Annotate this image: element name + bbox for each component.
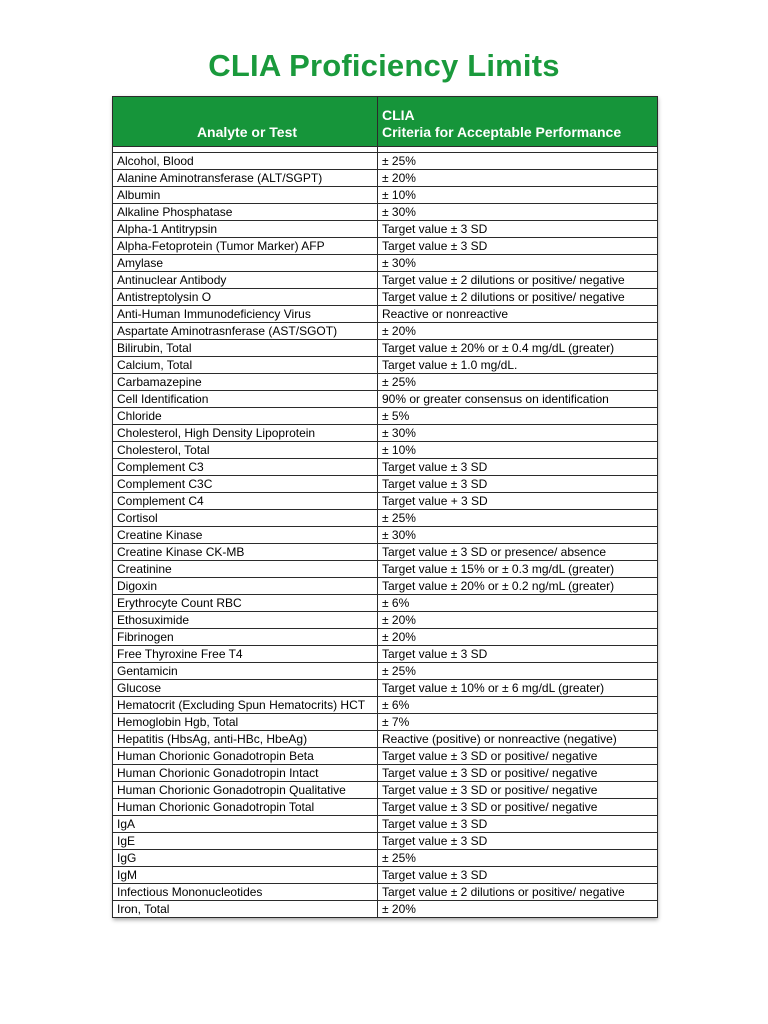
analyte-cell: Alpha-1 Antitrypsin bbox=[113, 221, 378, 238]
analyte-cell: Calcium, Total bbox=[113, 357, 378, 374]
criteria-cell: ± 25% bbox=[378, 153, 658, 170]
table-row bbox=[113, 612, 658, 629]
table-row bbox=[113, 714, 658, 731]
criteria-cell: ± 5% bbox=[378, 408, 658, 425]
criteria-cell: Target value + 3 SD bbox=[378, 493, 658, 510]
table-row bbox=[113, 187, 658, 204]
analyte-cell: IgM bbox=[113, 867, 378, 884]
analyte-cell: Chloride bbox=[113, 408, 378, 425]
table-row bbox=[113, 306, 658, 323]
table-row bbox=[113, 221, 658, 238]
table-row bbox=[113, 697, 658, 714]
table-row bbox=[113, 357, 658, 374]
table-row bbox=[113, 629, 658, 646]
table-row bbox=[113, 374, 658, 391]
analyte-cell: Carbamazepine bbox=[113, 374, 378, 391]
analyte-cell: IgA bbox=[113, 816, 378, 833]
column-header-criteria bbox=[378, 97, 658, 147]
criteria-cell: 90% or greater consensus on identification bbox=[378, 391, 658, 408]
analyte-cell: Alpha-Fetoprotein (Tumor Marker) AFP bbox=[113, 238, 378, 255]
criteria-cell: Target value ± 20% or ± 0.2 ng/mL (greater) bbox=[378, 578, 658, 595]
analyte-cell: Bilirubin, Total bbox=[113, 340, 378, 357]
criteria-cell: Target value ± 1.0 mg/dL. bbox=[378, 357, 658, 374]
table-row bbox=[113, 238, 658, 255]
table-row bbox=[113, 901, 658, 918]
table-row bbox=[113, 170, 658, 187]
table-row bbox=[113, 561, 658, 578]
criteria-cell: Reactive (positive) or nonreactive (negative) bbox=[378, 731, 658, 748]
table-row bbox=[113, 204, 658, 221]
criteria-cell: ± 6% bbox=[378, 595, 658, 612]
table-row bbox=[113, 272, 658, 289]
criteria-cell: ± 7% bbox=[378, 714, 658, 731]
criteria-cell: Target value ± 3 SD bbox=[378, 816, 658, 833]
table-row bbox=[113, 442, 658, 459]
analyte-cell: IgE bbox=[113, 833, 378, 850]
criteria-cell: Target value ± 15% or ± 0.3 mg/dL (greater) bbox=[378, 561, 658, 578]
criteria-cell: Target value ± 3 SD bbox=[378, 238, 658, 255]
criteria-cell: ± 20% bbox=[378, 629, 658, 646]
column-header-criteria-line1: CLIA bbox=[382, 107, 415, 123]
table-row bbox=[113, 289, 658, 306]
table-row bbox=[113, 646, 658, 663]
analyte-cell: Human Chorionic Gonadotropin Intact bbox=[113, 765, 378, 782]
analyte-cell: Glucose bbox=[113, 680, 378, 697]
analyte-cell: Complement C4 bbox=[113, 493, 378, 510]
analyte-cell: Human Chorionic Gonadotropin Beta bbox=[113, 748, 378, 765]
criteria-cell: Target value ± 3 SD or presence/ absence bbox=[378, 544, 658, 561]
table-row bbox=[113, 476, 658, 493]
table-row bbox=[113, 782, 658, 799]
table-row bbox=[113, 799, 658, 816]
table-row bbox=[113, 884, 658, 901]
table-row bbox=[113, 765, 658, 782]
analyte-cell: Aspartate Aminotrasnferase (AST/SGOT) bbox=[113, 323, 378, 340]
analyte-cell: Infectious Mononucleotides bbox=[113, 884, 378, 901]
analyte-cell: Creatine Kinase bbox=[113, 527, 378, 544]
proficiency-table-container bbox=[112, 96, 657, 918]
analyte-cell: Amylase bbox=[113, 255, 378, 272]
analyte-cell: Ethosuximide bbox=[113, 612, 378, 629]
analyte-cell: Free Thyroxine Free T4 bbox=[113, 646, 378, 663]
page-title: CLIA Proficiency Limits bbox=[208, 48, 560, 83]
table-row bbox=[113, 527, 658, 544]
analyte-cell: Human Chorionic Gonadotropin Total bbox=[113, 799, 378, 816]
analyte-cell: Anti-Human Immunodeficiency Virus bbox=[113, 306, 378, 323]
criteria-cell: Target value ± 2 dilutions or positive/ negative bbox=[378, 289, 658, 306]
criteria-cell: Target value ± 3 SD bbox=[378, 646, 658, 663]
table-row bbox=[113, 255, 658, 272]
analyte-cell: Antinuclear Antibody bbox=[113, 272, 378, 289]
criteria-cell: ± 10% bbox=[378, 187, 658, 204]
criteria-cell: Target value ± 3 SD or positive/ negative bbox=[378, 748, 658, 765]
table-row bbox=[113, 680, 658, 697]
analyte-cell: Hepatitis (HbsAg, anti-HBc, HbeAg) bbox=[113, 731, 378, 748]
analyte-cell: Hematocrit (Excluding Spun Hematocrits) HCT bbox=[113, 697, 378, 714]
criteria-cell: Target value ± 2 dilutions or positive/ negative bbox=[378, 272, 658, 289]
criteria-cell: ± 20% bbox=[378, 170, 658, 187]
criteria-cell: ± 30% bbox=[378, 255, 658, 272]
table-row bbox=[113, 408, 658, 425]
criteria-cell: ± 20% bbox=[378, 901, 658, 918]
table-row bbox=[113, 595, 658, 612]
criteria-cell: Target value ± 3 SD or positive/ negative bbox=[378, 799, 658, 816]
analyte-cell: Creatine Kinase CK-MB bbox=[113, 544, 378, 561]
criteria-cell: Target value ± 3 SD bbox=[378, 476, 658, 493]
analyte-cell: Cell Identification bbox=[113, 391, 378, 408]
criteria-cell: ± 10% bbox=[378, 442, 658, 459]
criteria-cell: ± 30% bbox=[378, 425, 658, 442]
criteria-cell: ± 25% bbox=[378, 663, 658, 680]
analyte-cell: Erythrocyte Count RBC bbox=[113, 595, 378, 612]
column-header-analyte: Analyte or Test bbox=[113, 97, 378, 147]
criteria-cell: ± 20% bbox=[378, 612, 658, 629]
table-row bbox=[113, 544, 658, 561]
criteria-cell: Target value ± 3 SD bbox=[378, 867, 658, 884]
analyte-cell: Albumin bbox=[113, 187, 378, 204]
table-row bbox=[113, 748, 658, 765]
criteria-cell: Target value ± 3 SD or positive/ negative bbox=[378, 782, 658, 799]
analyte-cell: Digoxin bbox=[113, 578, 378, 595]
criteria-cell: Target value ± 3 SD bbox=[378, 833, 658, 850]
analyte-cell: Iron, Total bbox=[113, 901, 378, 918]
analyte-cell: Alkaline Phosphatase bbox=[113, 204, 378, 221]
table-body bbox=[113, 147, 658, 918]
criteria-cell: Reactive or nonreactive bbox=[378, 306, 658, 323]
table-header-row bbox=[113, 97, 658, 147]
criteria-cell: ± 25% bbox=[378, 850, 658, 867]
table-row bbox=[113, 340, 658, 357]
analyte-cell: Fibrinogen bbox=[113, 629, 378, 646]
criteria-cell: Target value ± 2 dilutions or positive/ negative bbox=[378, 884, 658, 901]
table-row bbox=[113, 391, 658, 408]
criteria-cell: ± 30% bbox=[378, 527, 658, 544]
table-row bbox=[113, 850, 658, 867]
table-row bbox=[113, 153, 658, 170]
table-row bbox=[113, 323, 658, 340]
criteria-cell: Target value ± 10% or ± 6 mg/dL (greater) bbox=[378, 680, 658, 697]
analyte-cell: Alanine Aminotransferase (ALT/SGPT) bbox=[113, 170, 378, 187]
table-row bbox=[113, 816, 658, 833]
table-row bbox=[113, 493, 658, 510]
criteria-cell: Target value ± 20% or ± 0.4 mg/dL (greater) bbox=[378, 340, 658, 357]
criteria-cell: ± 30% bbox=[378, 204, 658, 221]
table-row bbox=[113, 731, 658, 748]
table-row bbox=[113, 663, 658, 680]
analyte-cell: Complement C3 bbox=[113, 459, 378, 476]
analyte-cell: Antistreptolysin O bbox=[113, 289, 378, 306]
analyte-cell: Hemoglobin Hgb, Total bbox=[113, 714, 378, 731]
table-row bbox=[113, 578, 658, 595]
criteria-cell: Target value ± 3 SD bbox=[378, 459, 658, 476]
analyte-cell: Cholesterol, Total bbox=[113, 442, 378, 459]
table-row bbox=[113, 510, 658, 527]
table-row bbox=[113, 833, 658, 850]
criteria-cell: ± 6% bbox=[378, 697, 658, 714]
proficiency-table bbox=[112, 96, 658, 918]
table-row bbox=[113, 459, 658, 476]
analyte-cell: IgG bbox=[113, 850, 378, 867]
criteria-cell: ± 20% bbox=[378, 323, 658, 340]
analyte-cell: Cortisol bbox=[113, 510, 378, 527]
table-row bbox=[113, 425, 658, 442]
analyte-cell: Gentamicin bbox=[113, 663, 378, 680]
analyte-cell: Human Chorionic Gonadotropin Qualitative bbox=[113, 782, 378, 799]
column-header-criteria-line2: Criteria for Acceptable Performance bbox=[382, 124, 622, 140]
criteria-cell: ± 25% bbox=[378, 510, 658, 527]
criteria-cell: Target value ± 3 SD bbox=[378, 221, 658, 238]
analyte-cell: Alcohol, Blood bbox=[113, 153, 378, 170]
analyte-cell: Creatinine bbox=[113, 561, 378, 578]
table-row bbox=[113, 867, 658, 884]
criteria-cell: Target value ± 3 SD or positive/ negative bbox=[378, 765, 658, 782]
criteria-cell: ± 25% bbox=[378, 374, 658, 391]
analyte-cell: Cholesterol, High Density Lipoprotein bbox=[113, 425, 378, 442]
analyte-cell: Complement C3C bbox=[113, 476, 378, 493]
